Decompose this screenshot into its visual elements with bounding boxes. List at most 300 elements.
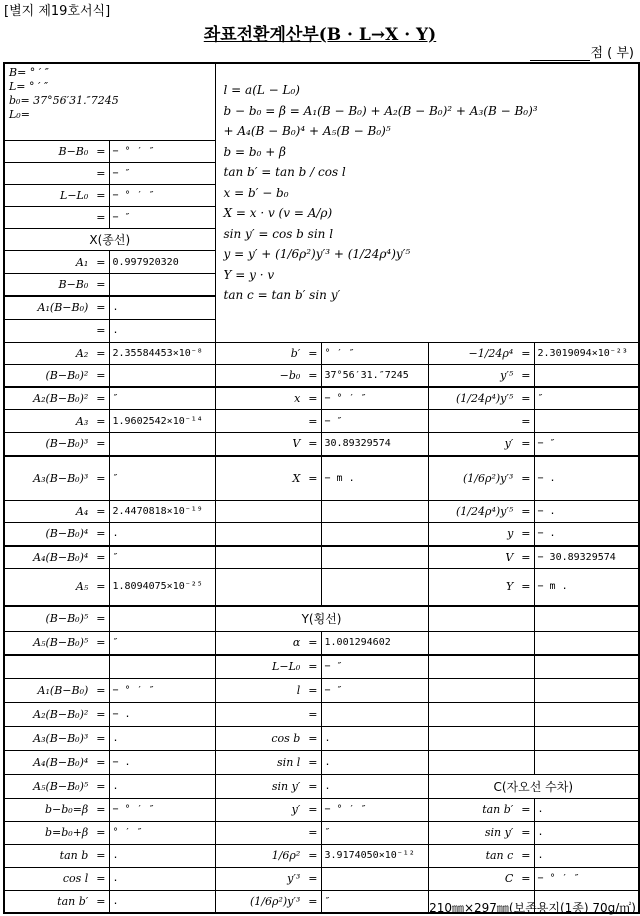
equals-sign: =: [521, 872, 531, 885]
field-value[interactable]: − m .: [321, 456, 428, 501]
field-label: [428, 726, 534, 750]
field-value[interactable]: .: [109, 774, 215, 798]
field-label: [4, 606, 109, 631]
header-line: L₀=: [9, 108, 30, 121]
equals-sign: =: [96, 437, 106, 451]
field-label: [4, 844, 109, 867]
section-header: X(종선): [4, 229, 215, 251]
field-value[interactable]: [321, 867, 428, 890]
label-text: (1/6ρ²)y′³: [463, 471, 514, 485]
field-value[interactable]: [109, 364, 215, 387]
equals-sign: =: [521, 849, 531, 862]
label-text: b′: [290, 346, 301, 360]
equals-sign: =: [96, 324, 106, 337]
equals-sign: =: [308, 826, 318, 839]
label-text: V: [505, 550, 514, 564]
field-label: [215, 501, 321, 523]
point-label: [530, 42, 634, 61]
equals-sign: =: [521, 414, 531, 428]
equals-sign: =: [96, 580, 106, 594]
field-label: [428, 867, 534, 890]
equals-sign: =: [96, 414, 106, 428]
field-value[interactable]: [534, 678, 639, 702]
equals-sign: =: [96, 368, 106, 382]
field-value[interactable]: ″: [109, 456, 215, 501]
equals-sign: =: [96, 471, 106, 485]
field-label: [428, 702, 534, 726]
field-label: [4, 726, 109, 750]
equals-sign: =: [521, 527, 531, 541]
label-text: −1/24ρ⁴: [468, 346, 514, 360]
field-value[interactable]: [321, 568, 428, 606]
field-value[interactable]: .: [534, 821, 639, 844]
field-label: [4, 750, 109, 774]
equals-sign: =: [96, 636, 106, 650]
field-label: [215, 750, 321, 774]
field-label: [428, 750, 534, 774]
equals-sign: =: [96, 849, 106, 862]
field-value[interactable]: [534, 606, 639, 631]
label-text: (1/6ρ²)y′³: [250, 894, 301, 908]
table-row: [4, 821, 639, 844]
label-text: (B−B₀)²: [45, 368, 89, 382]
equals-sign: =: [308, 872, 318, 885]
table-row: [4, 726, 639, 750]
field-value[interactable]: − ″: [109, 207, 215, 229]
label-text: α: [292, 636, 301, 650]
equals-sign: =: [96, 872, 106, 885]
field-label: [215, 678, 321, 702]
table-row: [4, 456, 639, 501]
header-line: L= ° ′ ″: [9, 80, 49, 93]
equals-sign: =: [96, 145, 106, 158]
field-label: [428, 410, 534, 433]
equals-sign: =: [521, 437, 531, 451]
equals-sign: =: [96, 755, 106, 769]
equals-sign: =: [96, 779, 106, 793]
equals-sign: =: [308, 346, 318, 360]
table-row: [4, 568, 639, 606]
field-value[interactable]: .: [534, 798, 639, 821]
field-label: [428, 364, 534, 387]
label-text: x: [294, 392, 301, 405]
field-value[interactable]: [534, 750, 639, 774]
equals-sign: =: [521, 346, 531, 360]
label-text: y′⁵: [500, 368, 514, 382]
table-row: [4, 546, 639, 569]
field-value[interactable]: 2.4470818×10⁻¹⁹: [109, 501, 215, 523]
label-text: y: [507, 527, 514, 541]
equals-sign: =: [308, 471, 318, 485]
field-label: [4, 185, 109, 207]
section-header: Y(횡선): [215, 606, 428, 631]
section-header: C(자오선 수차): [428, 774, 639, 798]
field-label: [428, 523, 534, 546]
field-label: [215, 546, 321, 569]
header-line: B= ° ′ ″: [9, 66, 49, 79]
field-value[interactable]: − 30.89329574: [534, 546, 639, 569]
field-label: [4, 678, 109, 702]
label-text: tan c: [485, 849, 514, 862]
field-value[interactable]: .: [109, 867, 215, 890]
label-text: y′³: [287, 872, 301, 885]
field-label: [4, 774, 109, 798]
field-value[interactable]: ″: [109, 631, 215, 655]
field-label: [4, 296, 109, 319]
equals-sign: =: [308, 437, 318, 451]
field-label: [428, 568, 534, 606]
field-label: [428, 456, 534, 501]
field-value[interactable]: [534, 410, 639, 433]
table-row: [4, 798, 639, 821]
field-value[interactable]: − ″: [321, 410, 428, 433]
field-label: [4, 501, 109, 523]
equals-sign: =: [521, 580, 531, 594]
field-value[interactable]: − ° ′ ″: [109, 185, 215, 207]
label-text: cos b: [271, 731, 301, 745]
field-label: [428, 387, 534, 410]
field-value[interactable]: ″: [321, 890, 428, 913]
formula-line: b − b₀ = β = A₁(B − B₀) + A₂(B − B₀)² + A₃(B − B₀)³: [223, 103, 538, 118]
label-text: sin l: [277, 755, 301, 769]
field-value[interactable]: ″: [109, 387, 215, 410]
label-text: C: [504, 872, 514, 885]
field-value[interactable]: ° ′ ″: [321, 342, 428, 364]
field-value[interactable]: − .: [534, 501, 639, 523]
field-value[interactable]: 30.89329574: [321, 433, 428, 456]
field-value[interactable]: 37°56′31.″7245: [321, 364, 428, 387]
label-text: A₄: [75, 505, 89, 518]
field-value[interactable]: [534, 702, 639, 726]
field-label: [4, 798, 109, 821]
field-value[interactable]: ° ′ ″: [109, 821, 215, 844]
table-row: [4, 410, 639, 433]
equals-sign: =: [96, 550, 106, 564]
field-value[interactable]: [321, 702, 428, 726]
field-label: [215, 726, 321, 750]
label-text: V: [292, 437, 301, 451]
field-value[interactable]: 1.001294602: [321, 631, 428, 655]
equals-sign: =: [96, 189, 106, 202]
equals-sign: =: [96, 894, 106, 908]
calculation-table: [3, 62, 640, 914]
table-row: [4, 844, 639, 867]
label-text: (1/24ρ⁴)y′⁵: [456, 392, 514, 405]
label-text: A₅(B−B₀)⁵: [33, 779, 89, 793]
field-value[interactable]: .: [321, 774, 428, 798]
field-label: [215, 798, 321, 821]
equals-sign: =: [96, 527, 106, 541]
field-label: [4, 433, 109, 456]
field-label: [428, 678, 534, 702]
label-text: B−B₀: [58, 145, 89, 158]
field-label: [428, 606, 534, 631]
label-text: A₃(B−B₀)³: [33, 731, 89, 745]
equals-sign: =: [308, 779, 318, 793]
field-label: [428, 631, 534, 655]
equals-sign: =: [521, 803, 531, 816]
label-text: A₂: [75, 346, 89, 360]
label-text: A₄(B−B₀)⁴: [33, 755, 89, 769]
equals-sign: =: [308, 894, 318, 908]
formula-line: Y = y · v: [223, 267, 275, 282]
field-label: [215, 387, 321, 410]
field-label: [215, 364, 321, 387]
label-text: A₁(B−B₀): [37, 301, 89, 315]
field-label: [4, 523, 109, 546]
field-value[interactable]: .: [109, 726, 215, 750]
field-value[interactable]: .: [534, 844, 639, 867]
label-text: l: [296, 683, 301, 697]
point-name-field[interactable]: [530, 46, 590, 61]
equals-sign: =: [96, 392, 106, 405]
field-value[interactable]: [109, 433, 215, 456]
header-row: [4, 63, 639, 141]
equals-sign: =: [521, 826, 531, 839]
label-text: sin y′: [271, 779, 301, 793]
field-value[interactable]: − ° ′ ″: [109, 678, 215, 702]
field-label: [215, 410, 321, 433]
field-value[interactable]: − ° ′ ″: [321, 387, 428, 410]
table-row: [4, 678, 639, 702]
equals-sign: =: [521, 471, 531, 485]
field-value[interactable]: − .: [534, 523, 639, 546]
table-row: [4, 433, 639, 456]
field-label: [4, 274, 109, 297]
equals-sign: =: [308, 636, 318, 650]
label-text: y′: [291, 803, 301, 816]
formula-line: b = b₀ + β: [223, 144, 286, 159]
label-text: tan b: [59, 849, 89, 862]
equals-sign: =: [96, 612, 106, 626]
field-value[interactable]: ″: [321, 821, 428, 844]
equals-sign: =: [96, 301, 106, 315]
equals-sign: =: [96, 167, 106, 180]
label-text: tan b′: [482, 803, 514, 816]
label-text: cos l: [62, 872, 89, 885]
field-value[interactable]: [534, 364, 639, 387]
field-value[interactable]: 3.9174050×10⁻¹²: [321, 844, 428, 867]
field-value[interactable]: [534, 631, 639, 655]
table-row: [4, 867, 639, 890]
table-row: [4, 501, 639, 523]
field-value[interactable]: [109, 274, 215, 297]
field-label: [428, 433, 534, 456]
table-row: [4, 606, 639, 631]
label-text: tan b′: [57, 894, 89, 908]
label-text: (B−B₀)⁴: [45, 527, 89, 541]
label-text: (B−B₀)⁵: [45, 612, 89, 626]
field-value[interactable]: 1.8094075×10⁻²⁵: [109, 568, 215, 606]
field-label: [215, 844, 321, 867]
label-text: Y: [506, 580, 514, 594]
header-line: b₀= 37°56′31.″7245: [9, 94, 119, 107]
field-value[interactable]: − ″: [321, 655, 428, 678]
equals-sign: =: [308, 368, 318, 382]
field-label: [428, 821, 534, 844]
table-row: [4, 750, 639, 774]
label-text: L−L₀: [60, 189, 89, 202]
field-label: [215, 456, 321, 501]
field-value[interactable]: 0.997920320: [109, 251, 215, 274]
field-label: [215, 433, 321, 456]
label-text: A₁: [75, 255, 89, 269]
label-text: A₂(B−B₀)²: [33, 392, 89, 405]
field-label: [428, 546, 534, 569]
field-label: [428, 501, 534, 523]
form-number: [별지 제19호서식]: [4, 4, 111, 19]
table-row: [4, 342, 639, 364]
field-label: [428, 798, 534, 821]
field-label: [215, 655, 321, 678]
field-value[interactable]: [109, 606, 215, 631]
field-value[interactable]: [321, 523, 428, 546]
field-label: [215, 867, 321, 890]
field-label: [215, 890, 321, 913]
field-label: [428, 655, 534, 678]
formula-line: sin y′ = cos b sin l: [223, 226, 334, 241]
table-row: [4, 523, 639, 546]
equals-sign: =: [521, 392, 531, 405]
formula-line: x = b′ − b₀: [223, 185, 289, 200]
field-label: [4, 456, 109, 501]
label-text: A₃(B−B₀)³: [33, 471, 89, 485]
field-label: [4, 251, 109, 274]
field-value[interactable]: − ° ′ ″: [534, 867, 639, 890]
field-value[interactable]: .: [109, 296, 215, 319]
label-text: A₅: [75, 580, 89, 594]
equals-sign: =: [521, 550, 531, 564]
field-value[interactable]: 1.9602542×10⁻¹⁴: [109, 410, 215, 433]
field-label: [215, 523, 321, 546]
equals-sign: =: [308, 414, 318, 428]
equals-sign: =: [96, 803, 106, 816]
field-label: [428, 844, 534, 867]
field-value[interactable]: − ° ′ ″: [109, 798, 215, 821]
field-label: [215, 342, 321, 364]
field-label: [4, 163, 109, 185]
field-value[interactable]: [534, 726, 639, 750]
equals-sign: =: [308, 755, 318, 769]
label-text: A₁(B−B₀): [37, 683, 89, 697]
field-label: [4, 568, 109, 606]
equals-sign: =: [308, 660, 318, 674]
paper-spec: 210㎜×297㎜(보존용지(1종) 70g/㎡): [429, 901, 636, 915]
equals-sign: =: [96, 826, 106, 839]
field-value[interactable]: 2.35584453×10⁻⁸: [109, 342, 215, 364]
formula-line: l = a(L − L₀): [223, 83, 300, 97]
table-row: [4, 702, 639, 726]
label-text: y′: [504, 437, 514, 451]
equals-sign: =: [96, 255, 106, 269]
field-label: [4, 342, 109, 364]
field-label: [4, 410, 109, 433]
field-value[interactable]: .: [109, 523, 215, 546]
point-label-text: 점 ( 부): [590, 46, 634, 61]
equals-sign: =: [96, 278, 106, 291]
field-value[interactable]: [321, 501, 428, 523]
field-label: [4, 141, 109, 163]
label-text: (1/24ρ⁴)y′⁵: [456, 505, 514, 518]
field-value[interactable]: − ″: [109, 163, 215, 185]
field-value[interactable]: ″: [109, 546, 215, 569]
field-value[interactable]: .: [109, 319, 215, 342]
field-label: [428, 342, 534, 364]
label-text: sin y′: [484, 826, 514, 839]
equals-sign: =: [96, 683, 106, 697]
field-value[interactable]: 2.3019094×10⁻²³: [534, 342, 639, 364]
label-text: L−L₀: [272, 660, 301, 674]
field-label: [4, 364, 109, 387]
table-row: [4, 655, 639, 678]
field-value[interactable]: − .: [534, 456, 639, 501]
field-value[interactable]: .: [109, 890, 215, 913]
field-value[interactable]: − ″: [534, 433, 639, 456]
label-text: B−B₀: [58, 278, 89, 291]
formula-block: [215, 63, 639, 342]
formula-line: y = y′ + (1/6ρ²)y′³ + (1/24ρ⁴)y′⁵: [223, 247, 411, 261]
page-title: 좌표전환계산부(B · L→X · Y): [203, 25, 437, 45]
field-label: [215, 821, 321, 844]
field-label: [4, 821, 109, 844]
field-value[interactable]: [321, 546, 428, 569]
table-row: [4, 631, 639, 655]
field-value[interactable]: ″: [534, 387, 639, 410]
field-value[interactable]: − ° ′ ″: [321, 798, 428, 821]
label-text: (B−B₀)³: [45, 437, 89, 451]
field-value[interactable]: − m .: [534, 568, 639, 606]
field-value[interactable]: − .: [109, 702, 215, 726]
equals-sign: =: [96, 731, 106, 745]
field-value[interactable]: .: [109, 844, 215, 867]
table-row: [4, 364, 639, 387]
equals-sign: =: [308, 803, 318, 816]
label-text: b−b₀=β: [44, 803, 89, 816]
label-text: A₂(B−B₀)²: [33, 707, 89, 721]
field-label: [215, 568, 321, 606]
label-text: b=b₀+β: [44, 826, 89, 839]
equals-sign: =: [96, 707, 106, 721]
equals-sign: =: [308, 849, 318, 862]
equals-sign: =: [308, 707, 318, 721]
field-value[interactable]: .: [321, 750, 428, 774]
field-label: [215, 702, 321, 726]
equals-sign: =: [96, 346, 106, 360]
field-value[interactable]: − ″: [321, 678, 428, 702]
equals-sign: =: [521, 505, 531, 518]
formula-line: tan b′ = tan b / cos l: [223, 165, 346, 179]
equals-sign: =: [521, 368, 531, 382]
table-row: [4, 387, 639, 410]
field-value[interactable]: − ° ′ ″: [109, 141, 215, 163]
field-value[interactable]: − .: [109, 750, 215, 774]
field-label: [215, 631, 321, 655]
formula-line: + A₄(B − B₀)⁴ + A₅(B − B₀)⁵: [223, 124, 391, 138]
field-value[interactable]: [109, 655, 215, 678]
header-values: [4, 63, 215, 141]
field-label: [215, 774, 321, 798]
formula-line: X = x · v (v = A/ρ): [223, 206, 333, 220]
field-value[interactable]: [534, 655, 639, 678]
equals-sign: =: [308, 392, 318, 405]
field-value[interactable]: .: [321, 726, 428, 750]
field-label: [4, 655, 109, 678]
label-text: 1/6ρ²: [271, 849, 301, 862]
label-text: X: [292, 471, 301, 485]
field-label: [4, 546, 109, 569]
field-label: [4, 631, 109, 655]
field-label: [4, 890, 109, 913]
